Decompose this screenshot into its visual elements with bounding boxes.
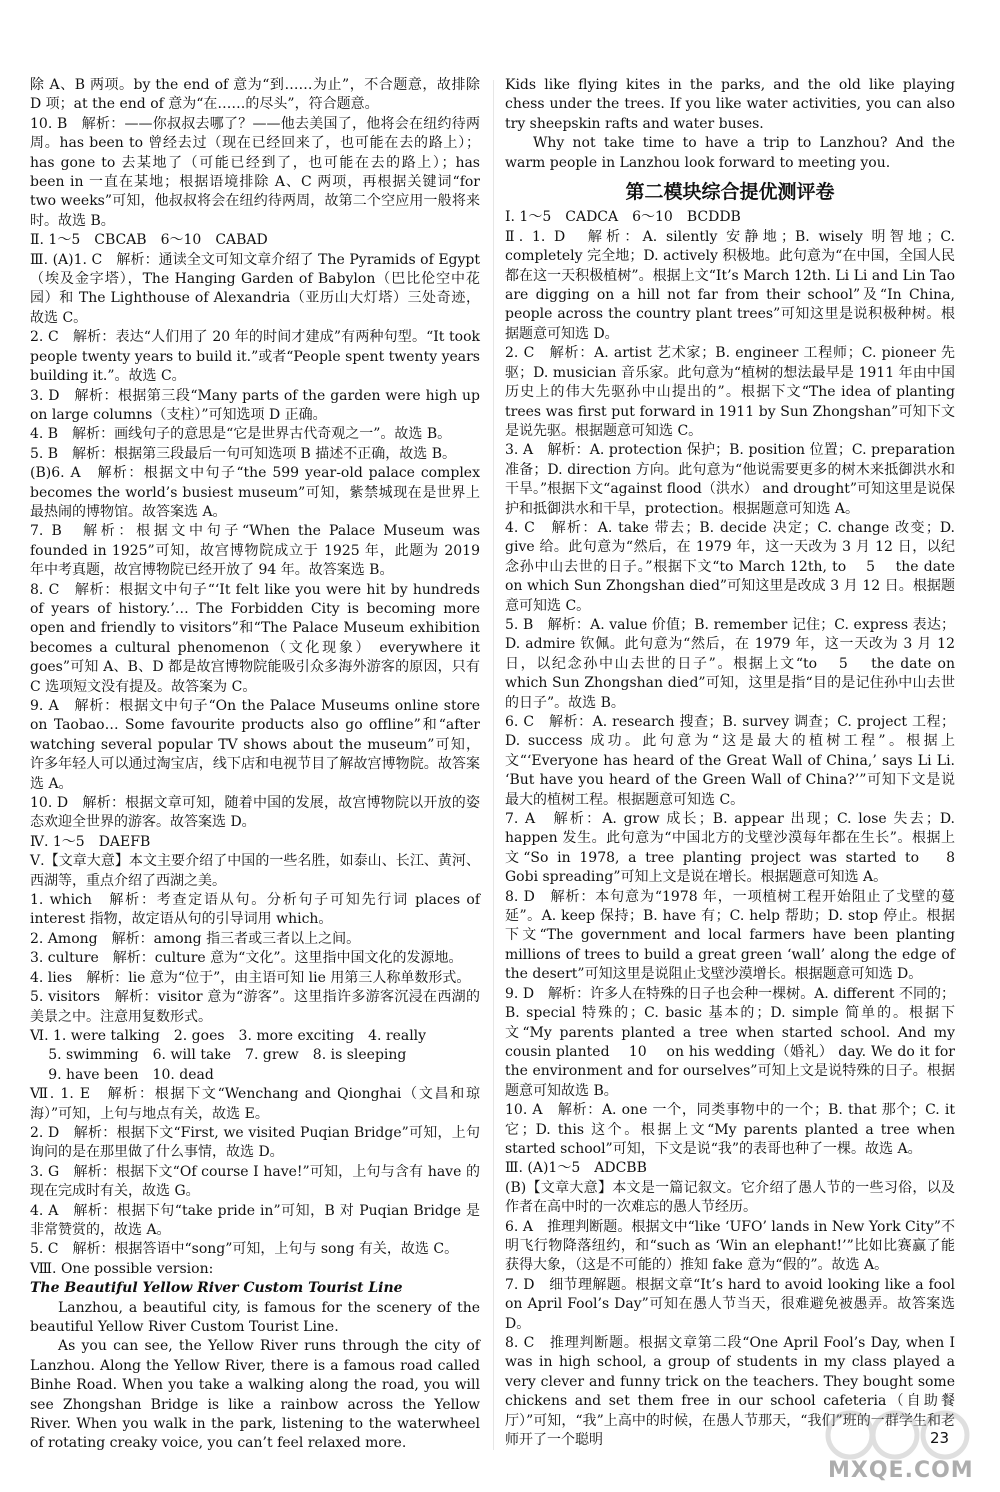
text-block: 除 A、B 两项。by the end of 意为“到……为止”，不合题意，故排除 D 项；at the end of 意为“在……的尽头”，符合题意。 — [30, 77, 480, 113]
answer-item: 3. G 解析：根据下文“Of course I have!”可知，上句与含有 have 的现在完成时有关，故选 G。 — [30, 1163, 480, 1200]
answer-item: 2. D 解析：根据下文“First, we visited Puqian Bridge”可知，上句询问的是在那里做了什么事情，故选 D。 — [30, 1124, 480, 1161]
passage-summary: (B)【文章大意】本文是一篇记叙文。它介绍了愚人节的一些习俗，以及作者在高中时的一次难忘的愚人节经历。 — [505, 1179, 955, 1216]
answer-item: 4. A 解析：根据下句“take pride in”可知，B 对 Puqian Bridge 是非常赞赏的，故选 A。 — [30, 1202, 480, 1238]
answer-item: 5. visitors 解析：visitor 意为“游客”。这里指许多游客沉浸在西湖的美景之中。注意用复数形式。 — [30, 989, 480, 1025]
answer-item: Ⅱ. 1. D 解析：A. silently 安静地；B. wisely 明智地；C. completely 完全地；D. actively 积极地。此句意为“在中国，全国人民都在这一天积极植树”。根据上文“It’s March 12th. Li Li and Lin Tao are digging on a hill not far from their school”及“In China, people across the country plant trees”可知这里是说积极种树。根据题意可知选 D。 — [505, 228, 955, 342]
answer-item: 5. B 解析：根据第三段最后一句可知选项 B 描述不正确，故选 B。 — [30, 445, 457, 462]
passage-summary: Ⅴ.【文章大意】本文主要介绍了中国的一些名胜，如泰山、长江、黄河、西湖等，重点介绍了西湖之美。 — [30, 853, 480, 889]
answer-item: 10. A 解析：A. one 一个，同类事物中的一个；B. that 那个；C. it 它；D. this 这个。根据上文“My parents planted a tree when started school”可知，下文是说“我”的表哥也种了一棵。故选 A。 — [505, 1102, 955, 1157]
answer-item: 7. A 解析：A. grow 成长；B. appear 出现；C. lose 失去；D. happen 发生。此句意为“中国北方的戈壁沙漠每年都在生长”。根据上文“So in 1978, a tree planting project was started to 8 Gobi spreading”可知上文是说在增长。根据题意可知选 A。 — [505, 811, 974, 886]
answer-key: Ⅲ. (A)1～5 ADCBB — [505, 1160, 647, 1177]
answer-item: 8. D 解析：本句意为“1978 年，一项植树工程开始阻止了戈壁的蔓延”。A. keep 保持；B. have 有；C. help 帮助；D. stop 停止。根据下文“The government and local farmers have been planting millions of trees to build a great green ‘wall’ along the edge of the desert”可知这里是说阻止戈壁沙漠增长。根据题意可知选 D。 — [505, 888, 955, 983]
answer-key: Ⅰ. 1～5 CADCA 6～10 BCDDB — [505, 209, 741, 226]
writing-label: Ⅷ. One possible version: — [30, 1260, 214, 1277]
answer-item: 1. which 解析：考查定语从句。分析句子可知先行词 places of interest 指物，故定语从句的引导词用 which。 — [30, 892, 480, 928]
answer-item: 7. D 细节理解题。根据文章“It’s hard to avoid looking like a fool on April Fool’s Day”可知在愚人节当天，很难避免被愚弄。故答案选 D。 — [505, 1276, 955, 1332]
essay-paragraph: Lanzhou, a beautiful city, is famous for the scenery of the beautiful Yellow River Custom Tourist Line. — [30, 1299, 480, 1335]
answer-item: Ⅶ. 1. E 解析：根据下文“Wenchang and Qionghai（文昌和琼海）”可知，上句与地点有关，故选 E。 — [30, 1086, 480, 1122]
answer-item: 8. C 推理判断题。根据文章第二段“One April Fool’s Day, when I was in high school, a group of students in my class played a very clever and funny trick on the teachers. They bought some chickens and set them free in our school cafeteria（自助餐厅）”可知，“我”上高中的时候，在愚人节那天，“我们”班的一群学生和老师开了一个聪明 — [505, 1335, 955, 1449]
essay-title: The Beautiful Yellow River Custom Tourist Line — [30, 1280, 403, 1297]
answer-key: 5. swimming 6. will take 7. grew 8. is sleeping — [48, 1047, 407, 1064]
essay-paragraph: As you can see, the Yellow River runs through the city of Lanzhou. Along the Yellow River, there is a famous road called Binhe Road. When you take a walking along the road, you will see Zhongshan Bridge is like a rainbow across the Yellow River. When you walk in the park, listening to the waterwheel of rotating creaky voice, you can’t feel relaxed more. — [30, 1338, 480, 1452]
answer-item: 5. C 解析：根据答语中“song”可知，上句与 song 有关，故选 C。 — [30, 1241, 459, 1258]
answer-item: 2. C 解析：A. artist 艺术家；B. engineer 工程师；C. pioneer 先驱；D. musician 音乐家。此句意为“植树的想法最早是 1911 年由中国历史上的伟大先驱孙中山提出的”。根据下文“The idea of planting trees was first put forward in 1911 by Sun Zhongshan”可知下文是说先驱。根据题意可知选 C。 — [505, 345, 955, 439]
answer-key: Ⅱ. 1～5 CBCAB 6～10 CABAD — [30, 232, 268, 249]
essay-paragraph: Why not take time to have a trip to Lanzhou? And the warm people in Lanzhou look forward to meeting you. — [505, 135, 955, 171]
answer-item: (B)6. A 解析：根据文中句子“the 599 year-old palace complex becomes the world’s busiest museum”可知，紫禁城现在是世界上最热闹的博物馆。故答案选 A。 — [30, 465, 480, 520]
column-divider — [493, 80, 494, 1450]
answer-key: Ⅵ. 1. were talking 2. goes 3. more exciting 4. really — [30, 1027, 427, 1044]
answer-item: 8. C 解析：根据文中句子“‘It felt like you were hit by hundreds of years of history.’… The Forbidden City is becoming more open and friendly to visitors”和“The Palace Museum exhibition becomes a cultural phenomenon（文化现象） everywhere it goes”可知 A、B、D 都是故宫博物院能吸引众多海外游客的原因，只有 C 选项短文没有提及。故答案为 C。 — [30, 581, 480, 695]
answer-key: Ⅳ. 1～5 DAEFB — [30, 833, 151, 850]
answer-item: 3. A 解析：A. protection 保护；B. position 位置；C. preparation 准备；D. direction 方向。此句意为“他说需要更多的树木来抵御洪水和干旱。”根据下文“against flood（洪水） and drought”可知这里是说保护和抵御洪水和干旱，protection。根据题意可知选 A。 — [505, 442, 955, 517]
answer-item: 6. A 推理判断题。根据文中“like ‘UFO’ lands in New York City”不明飞行物降落纽约，和“such as ‘Win an elephant!’”比如比赛赢了能获得大象，（这是不可能的）推知 fake 意为“假的”。故选 A。 — [505, 1218, 955, 1274]
answer-item: 10. D 解析：根据文章可知，随着中国的发展，故宫博物院以开放的姿态欢迎全世界的游客。故答案选 D。 — [30, 795, 480, 831]
answer-item: 5. B 解析：A. value 价值；B. remember 记住；C. express 表达；D. admire 钦佩。此句意为“然后，在 1979 年，这一天改为 3 月 12 日，以纪念孙中山去世的日子”。根据上文“to 5 the date on which Sun Zhongshan died”可知，这里是指“目的是记住孙中山去世的日子”。故选 B。 — [505, 616, 955, 711]
essay-paragraph: Kids like flying kites in the parks, and the old like playing chess under the trees. If you like water activities, you can also try sheepskin rafts and water buses. — [505, 77, 955, 132]
answer-item: 4. B 解析：画线句子的意思是“它是世界古代奇观之一”。故选 B。 — [30, 426, 452, 443]
answer-item: 9. D 解析：许多人在特殊的日子也会种一棵树。A. different 不同的；B. special 特殊的；C. basic 基本的；D. simple 简单的。根据下文“My parents planted a tree when started school. And my cousin planted 10 on his wedding（婚礼） day. We do it for the environment and for ourselves”可知上文是说特殊的日子。根据题意可知故选 B。 — [505, 985, 955, 1099]
answer-item: 2. C 解析：表达“人们用了 20 年的时间才建成”有两种句型。“It took people twenty years to build it.”或者“People spent twenty years building it.”。故选 C。 — [30, 329, 480, 385]
watermark-text: MXQE.COM — [828, 1458, 974, 1483]
right-column — [505, 76, 974, 1450]
answer-item: 9. A 解析：根据文中句子“On the Palace Museums online store on Taobao… Some favourite products also go offline”和“after watching several popular TV shows about the museum”可知，许多年轻人可以通过淘宝店，线下店和电视节目了解故宫博物院。故答案选 A。 — [30, 698, 480, 792]
answer-item: 4. lies 解析：lie 意为“位于”，由主语可知 lie 用第三人称单数形式。 — [30, 969, 471, 986]
answer-key: 9. have been 10. dead — [48, 1066, 214, 1083]
answer-item: 6. C 解析：A. research 搜查；B. survey 调查；C. project 工程；D. success 成功。此句意为“这是最大的植树工程”。根据上文“‘Everyone has heard of the Great Wall of China,’ says Li Li. ‘But have you heard of the Green Wall of China?’”可知下文是说最大的植树工程。根据题意可知选 C。 — [505, 714, 955, 808]
answer-item: Ⅲ. (A)1. C 解析：通读全文可知文章介绍了 The Pyramids of Egypt（埃及金字塔），The Hanging Garden of Babylon（巴比伦空中花园）和 The Lighthouse of Alexandria（亚历山大灯塔）三处奇迹，故选 C。 — [30, 251, 480, 326]
answer-item: 7. B 解析：根据文中句子“When the Palace Museum was founded in 1925”可知，故宫博物院成立于 1925 年，此题为 2019 年中考真题，故宫博物院已经开放了 94 年。故答案选 B。 — [30, 523, 480, 579]
answer-item: 10. B 解析：——你叔叔去哪了？——他去美国了，他将会在纽约待两周。has been to 曾经去过（现在已经回来了，也可能在去的路上）；has gone to 去某地了（可能已经到了，也可能在去的路上）；has been in 一直在某地；根据语境排除 A、C 两项，再根据关键词“for two weeks”可知，他叔叔将会在纽约待两周，故第二个空应用一般将来时。故选 B。 — [30, 115, 480, 229]
left-column — [30, 76, 480, 1454]
section-heading: 第二模块综合提优测评卷 — [625, 181, 835, 204]
answer-item: 3. D 解析：根据第三段“Many parts of the garden were high up on large columns（支柱）”可知选项 D 正确。 — [30, 387, 480, 423]
page-number: 23 — [930, 1429, 950, 1447]
answer-item: 4. C 解析：A. take 带去；B. decide 决定；C. change 改变；D. give 给。此句意为“然后，在 1979 年，这一天改为 3 月 12 日，以纪念孙中山去世的日子。”根据下文“to March 12th, to 5 the date on which Sun Zhongshan died”可知这里是改成 3 月 12 日。根据题意可知选 C。 — [505, 519, 955, 614]
answer-item: 2. Among 解析：among 指三者或三者以上之间。 — [30, 930, 361, 947]
answer-item: 3. culture 解析：culture 意为“文化”。这里指中国文化的发源地。 — [30, 950, 463, 967]
